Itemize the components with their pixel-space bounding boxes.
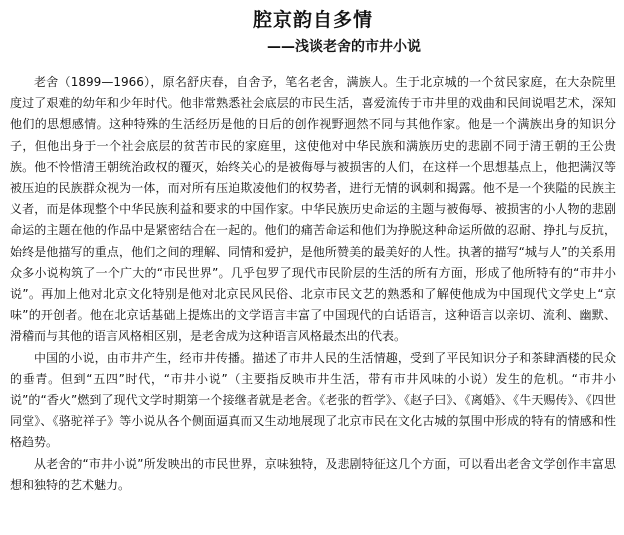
paragraph-1: 老舍（1899—1966），原名舒庆春，自舍予，笔名老舍，满族人。生于北京城的一个贫民家庭，在大杂院里度过了艰难的幼年和少年时代。他非常熟悉社会底层的市民生活，喜爱流传于市井里的戏曲和民间说唱艺术，深知他们的思想感情。这种特殊的生活经历是他的日后的创作视野迥然不同与其他作家。他是一个满族出身的知识分子，但他出身于一个社会底层的贫苦市民的家庭里，这使他对中华民族和满族历史的悲剧不同于清王朝的王公贵族。他不怜惜清王朝统治政权的覆灭，始终关心的是被侮辱与被损害的人们，在这样一个思想基点上，他把满汉等被压迫的民族群众视为一体，而对所有压迫欺凌他们的权势者，进行无情的讽刺和揭露。他不是一个狭隘的民族主义者，而是体现整个中华民族利益和要求的中国作家。中华民族历史命运的主题与被侮辱、被损害的小人物的悲剧命运的主题在他的作品中是紧密结合在一起的。他们的痛苦命运和他们为挣脱这种命运所做的忍耐、挣扎与反抗，始终是他描写的重点，他们之间的理解、同情和爱护，是他所赞美的最美好的人性。执著的描写“城与人”的关系用众多小说构筑了一个广大的“市民世界”。几乎包罗了现代市民阶层的生活的所有方面，形成了他所特有的“市井小说”。再加上他对北京文化特别是他对北京民风民俗、北京市民文艺的熟悉和了解使他成为中国现代文学史上“京味”的开创者。他在北京话基础上提炼出的文学语言丰富了中国现代的白话语言，这种语言以亲切、流利、幽默、滑稽而与其他的语言风格相区别，是老舍成为这种语言风格最杰出的代表。 xyxy=(10,75,616,344)
paragraph-2: 中国的小说，由市井产生，经市井传播。描述了市井人民的生活情趣，受到了平民知识分子和茶肆酒楼的民众的垂青。但到“五四”时代，“市井小说”（主要指反映市井生活，带有市井风味的小说）发生的危机。“市井小说”的“香火”燃到了现代文学时期第一个接继者就是老舍。《老张的哲学》、《赵子曰》、《离婚》、《牛天赐传》、《四世同堂》、《骆驼祥子》等小说从各个侧面逼真而又生动地展现了北京市民在文化古城的氛围中形成的特有的情感和性格趋势。 xyxy=(10,350,616,450)
document-body xyxy=(10,72,616,496)
document-title: 腔京韵自多情 xyxy=(252,9,373,31)
paragraph-3: 从老舍的“市井小说”所发映出的市民世界，京味独特，及悲剧特征这几个方面，可以看出老舍文学创作丰富思想和独特的艺术魅力。 xyxy=(10,456,616,492)
document-subtitle: ——浅谈老舍的市井小说 xyxy=(267,39,421,55)
